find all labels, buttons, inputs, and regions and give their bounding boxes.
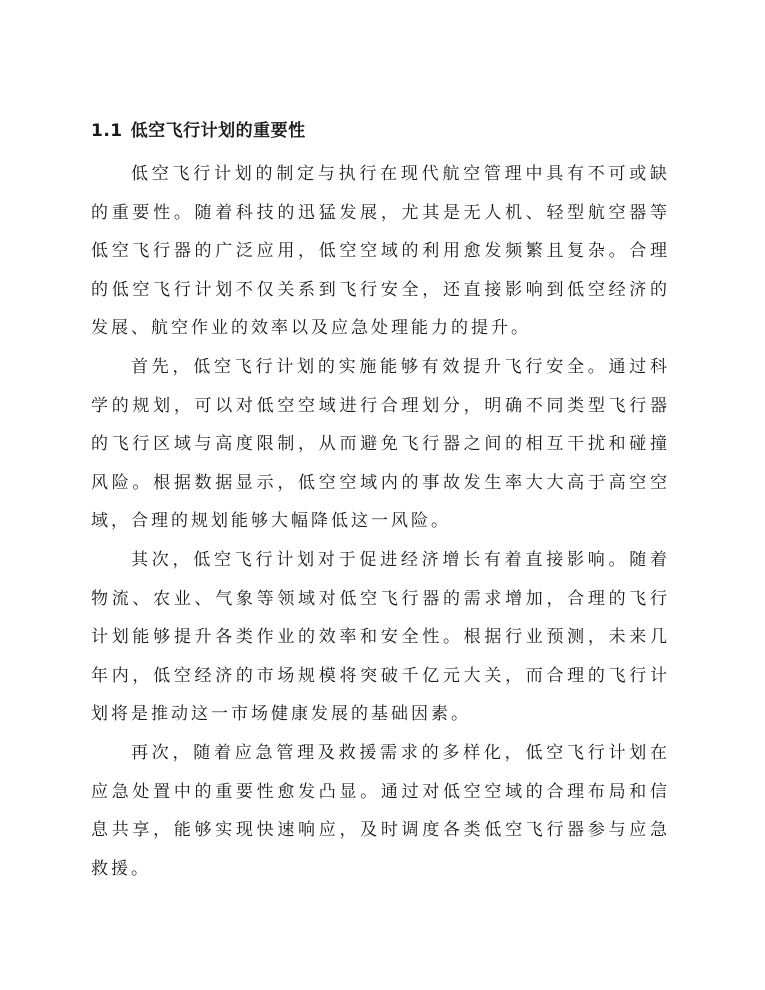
section-heading (91, 116, 306, 141)
paragraph-emergency-response: 再次，随着应急管理及救援需求的多样化，低空飞行计划在应急处置中的重要性愈发凸显。通过对低空空域的合理布局和信息共享，能够实现快速响应，及时调度各类低空飞行器参与应急救援。 (91, 742, 670, 879)
paragraph-flight-safety: 首先，低空飞行计划的实施能够有效提升飞行安全。通过科学的规划，可以对低空空域进行合理划分，明确不同类型飞行器的飞行区域与高度限制，从而避免飞行器之间的相互干扰和碰撞风险。根据数据显示，低空空域内的事故发生率大大高于高空空域，合理的规划能够大幅降低这一风险。 (91, 356, 670, 532)
paragraph-importance-overview: 低空飞行计划的制定与执行在现代航空管理中具有不可或缺的重要性。随着科技的迅猛发展，尤其是无人机、轻型航空器等低空飞行器的广泛应用，低空空域的利用愈发频繁且复杂。合理的低空飞行计划不仅关系到飞行安全，还直接影响到低空经济的发展、航空作业的效率以及应急处理能力的提升。 (91, 164, 670, 339)
section-title: 低空飞行计划的重要性 (130, 121, 306, 141)
section-number: 1.1 (91, 121, 123, 141)
paragraph-economic-growth: 其次，低空飞行计划对于促进经济增长有着直接影响。随着物流、农业、气象等领域对低空飞行器的需求增加，合理的飞行计划能够提升各类作业的效率和安全性。根据行业预测，未来几年内，低空经济的市场规模将突破千亿元大关，而合理的飞行计划将是推动这一市场健康发展的基础因素。 (91, 549, 670, 725)
body-text (91, 155, 670, 888)
